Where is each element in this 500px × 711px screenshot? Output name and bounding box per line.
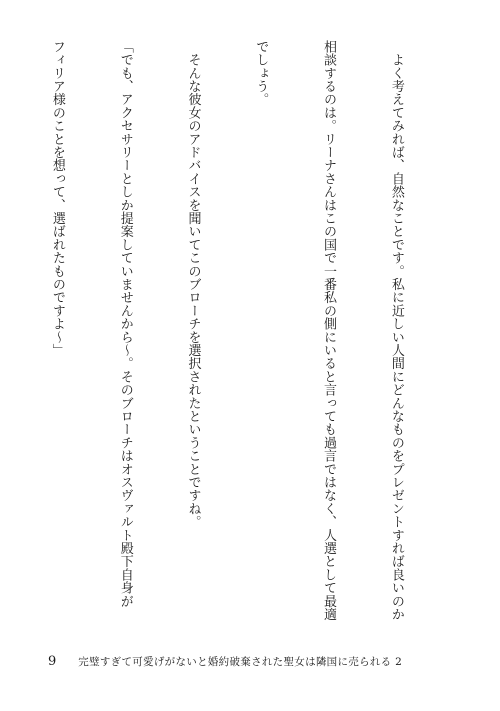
- text-line: 「でも、アクセサリーとしか提案していませんから～。そのブローチはオスヴァルト殿下自身が: [117, 40, 133, 608]
- page-number: 9: [48, 654, 57, 669]
- text-line: フィリア様のことを想って、選ばれたものですよ～」: [49, 40, 65, 357]
- text-line: でしょう。: [253, 40, 269, 106]
- text-line: よく考えてみれば、自然なことです。私に近しい人間にどんなものをプレゼントすれば良いのか: [388, 40, 404, 621]
- page-footer: [48, 654, 452, 669]
- running-title: 完璧すぎて可愛げがないと婚約破棄された聖女は隣国に売られる 2: [78, 656, 403, 668]
- text-line: 相談するのは。リーナさんはこの国で一番私の側にいると言っても過言ではなく、人選として最適: [321, 40, 337, 621]
- vertical-text-body: [42, 40, 452, 630]
- text-line: そんな彼女のアドバイスを聞いてこのブローチを選択されたということですね。: [185, 40, 201, 529]
